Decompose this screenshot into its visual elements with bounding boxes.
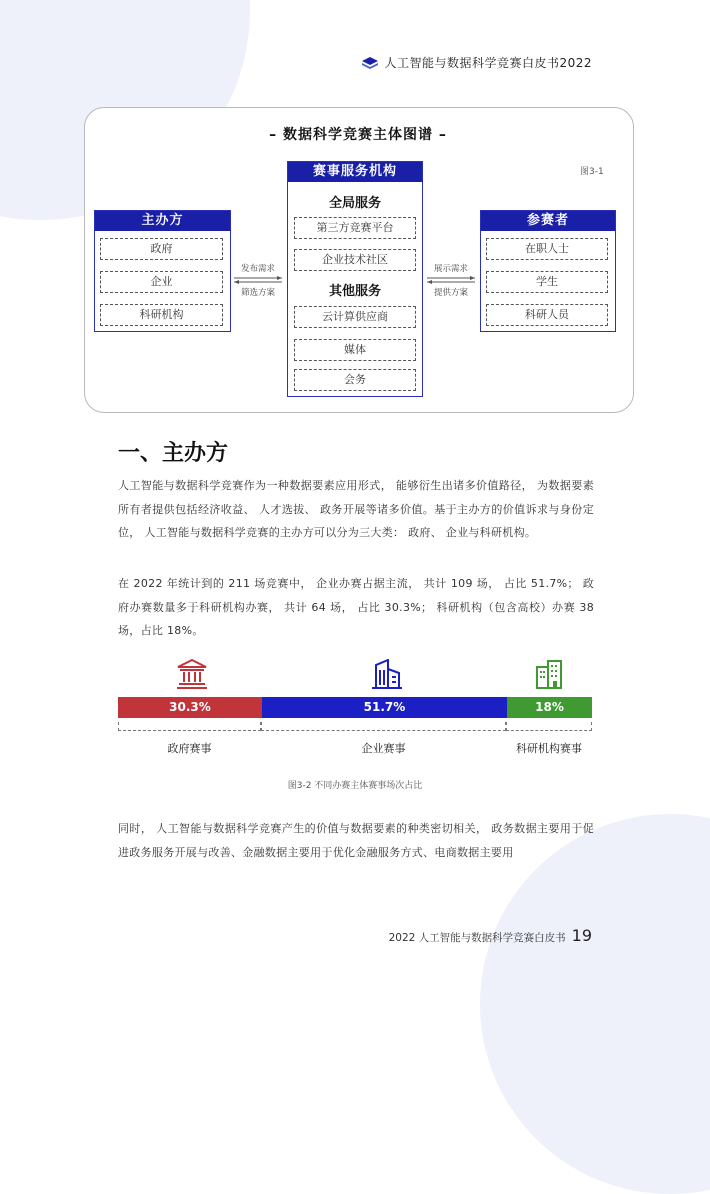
organizer-head: 主办方	[95, 211, 230, 231]
diagram-title: – 数据科学竞赛主体图谱 –	[269, 127, 447, 143]
category-label-research: 科研机构赛事	[516, 742, 582, 755]
left-arrow-group	[232, 262, 284, 298]
participant-head: 参赛者	[481, 211, 615, 231]
left-arrow-bottom-label: 筛选方案	[240, 288, 275, 298]
bar-segment-government	[118, 697, 262, 718]
right-arrow-top-label: 展示需求	[433, 264, 468, 274]
section-title: 一、主办方	[118, 441, 229, 466]
category-label-government: 政府赛事	[167, 742, 212, 755]
share-bar	[118, 697, 592, 718]
bar-segment-enterprise	[262, 697, 507, 718]
government-building-icon	[176, 659, 208, 689]
organizer-column	[94, 210, 231, 332]
layers-logo-icon	[362, 57, 378, 69]
bracket-enterprise	[261, 722, 506, 731]
service-item-media: 媒体	[294, 339, 416, 361]
paragraph-3: 同时， 人工智能与数据科学竞赛产生的价值与数据要素的种类密切相关， 政务数据主要用于促进政务服务开展与改善、金融数据主要用于优化金融服务方式、电商数据主要用	[118, 822, 594, 859]
organizer-item-government: 政府	[100, 238, 223, 260]
bar-segment-research	[507, 697, 592, 718]
participant-item-employed: 在职人士	[486, 238, 608, 260]
organizer-item-enterprise: 企业	[100, 271, 223, 293]
decorative-circle-bottom-right	[480, 814, 710, 1194]
left-arrow-top-label: 发布需求	[240, 264, 275, 274]
service-item-cloud-provider: 云计算供应商	[294, 306, 416, 328]
office-building-icon	[371, 659, 403, 689]
research-building-icon	[534, 659, 566, 689]
footer-title: 2022 人工智能与数据科学竞赛白皮书	[388, 932, 566, 944]
page-header	[362, 54, 592, 71]
page-footer	[389, 926, 592, 945]
participant-item-student: 学生	[486, 271, 608, 293]
category-label-enterprise: 企业赛事	[361, 742, 406, 755]
header-title: 人工智能与数据科学竞赛白皮书2022	[384, 56, 592, 70]
figure-label-3-1: 图3-1	[580, 167, 604, 177]
right-arrow-bottom-label: 提供方案	[433, 288, 468, 298]
paragraph-1: 人工智能与数据科学竞赛作为一种数据要素应用形式， 能够衍生出诸多价值路径， 为数据要素所有者提供包括经济收益、 人才选拔、 政务开展等诸多价值。基于主办方的价值诉求与身份定位， 人工智能与数据科学竞赛的主办方可以分为三大类： 政府、 企业与科研机构。	[118, 479, 594, 539]
participant-column	[480, 210, 616, 332]
page-number: 19	[571, 926, 592, 945]
service-column	[287, 161, 423, 397]
bracket-government	[118, 722, 261, 731]
double-arrow-icon	[232, 276, 284, 284]
service-group-other-title: 其他服务	[328, 284, 381, 299]
right-arrow-group	[425, 262, 477, 298]
bar-value-label: 51.7%	[363, 700, 406, 714]
bracket-research	[506, 722, 592, 731]
bar-value-label: 30.3%	[169, 700, 211, 714]
service-item-conference: 会务	[294, 369, 416, 391]
organizer-item-research: 科研机构	[100, 304, 223, 326]
double-arrow-icon	[425, 276, 477, 284]
service-item-tech-community: 企业技术社区	[294, 249, 416, 271]
service-head: 赛事服务机构	[288, 162, 422, 182]
participant-item-researcher: 科研人员	[486, 304, 608, 326]
figure-caption-3-2: 图3-2 不同办赛主体赛事场次占比	[287, 781, 423, 791]
service-group-global-title: 全局服务	[328, 196, 381, 211]
bar-value-label: 18%	[535, 700, 564, 714]
service-item-third-party-platform: 第三方竞赛平台	[294, 217, 416, 239]
paragraph-2: 在 2022 年统计到的 211 场竞赛中， 企业办赛占据主流， 共计 109 场， 占比 51.7%； 政府办赛数量多于科研机构办赛， 共计 64 场， 占比 30.3%； 科研机构（包含高校）办赛 38 场，占比 18%。	[118, 577, 594, 637]
